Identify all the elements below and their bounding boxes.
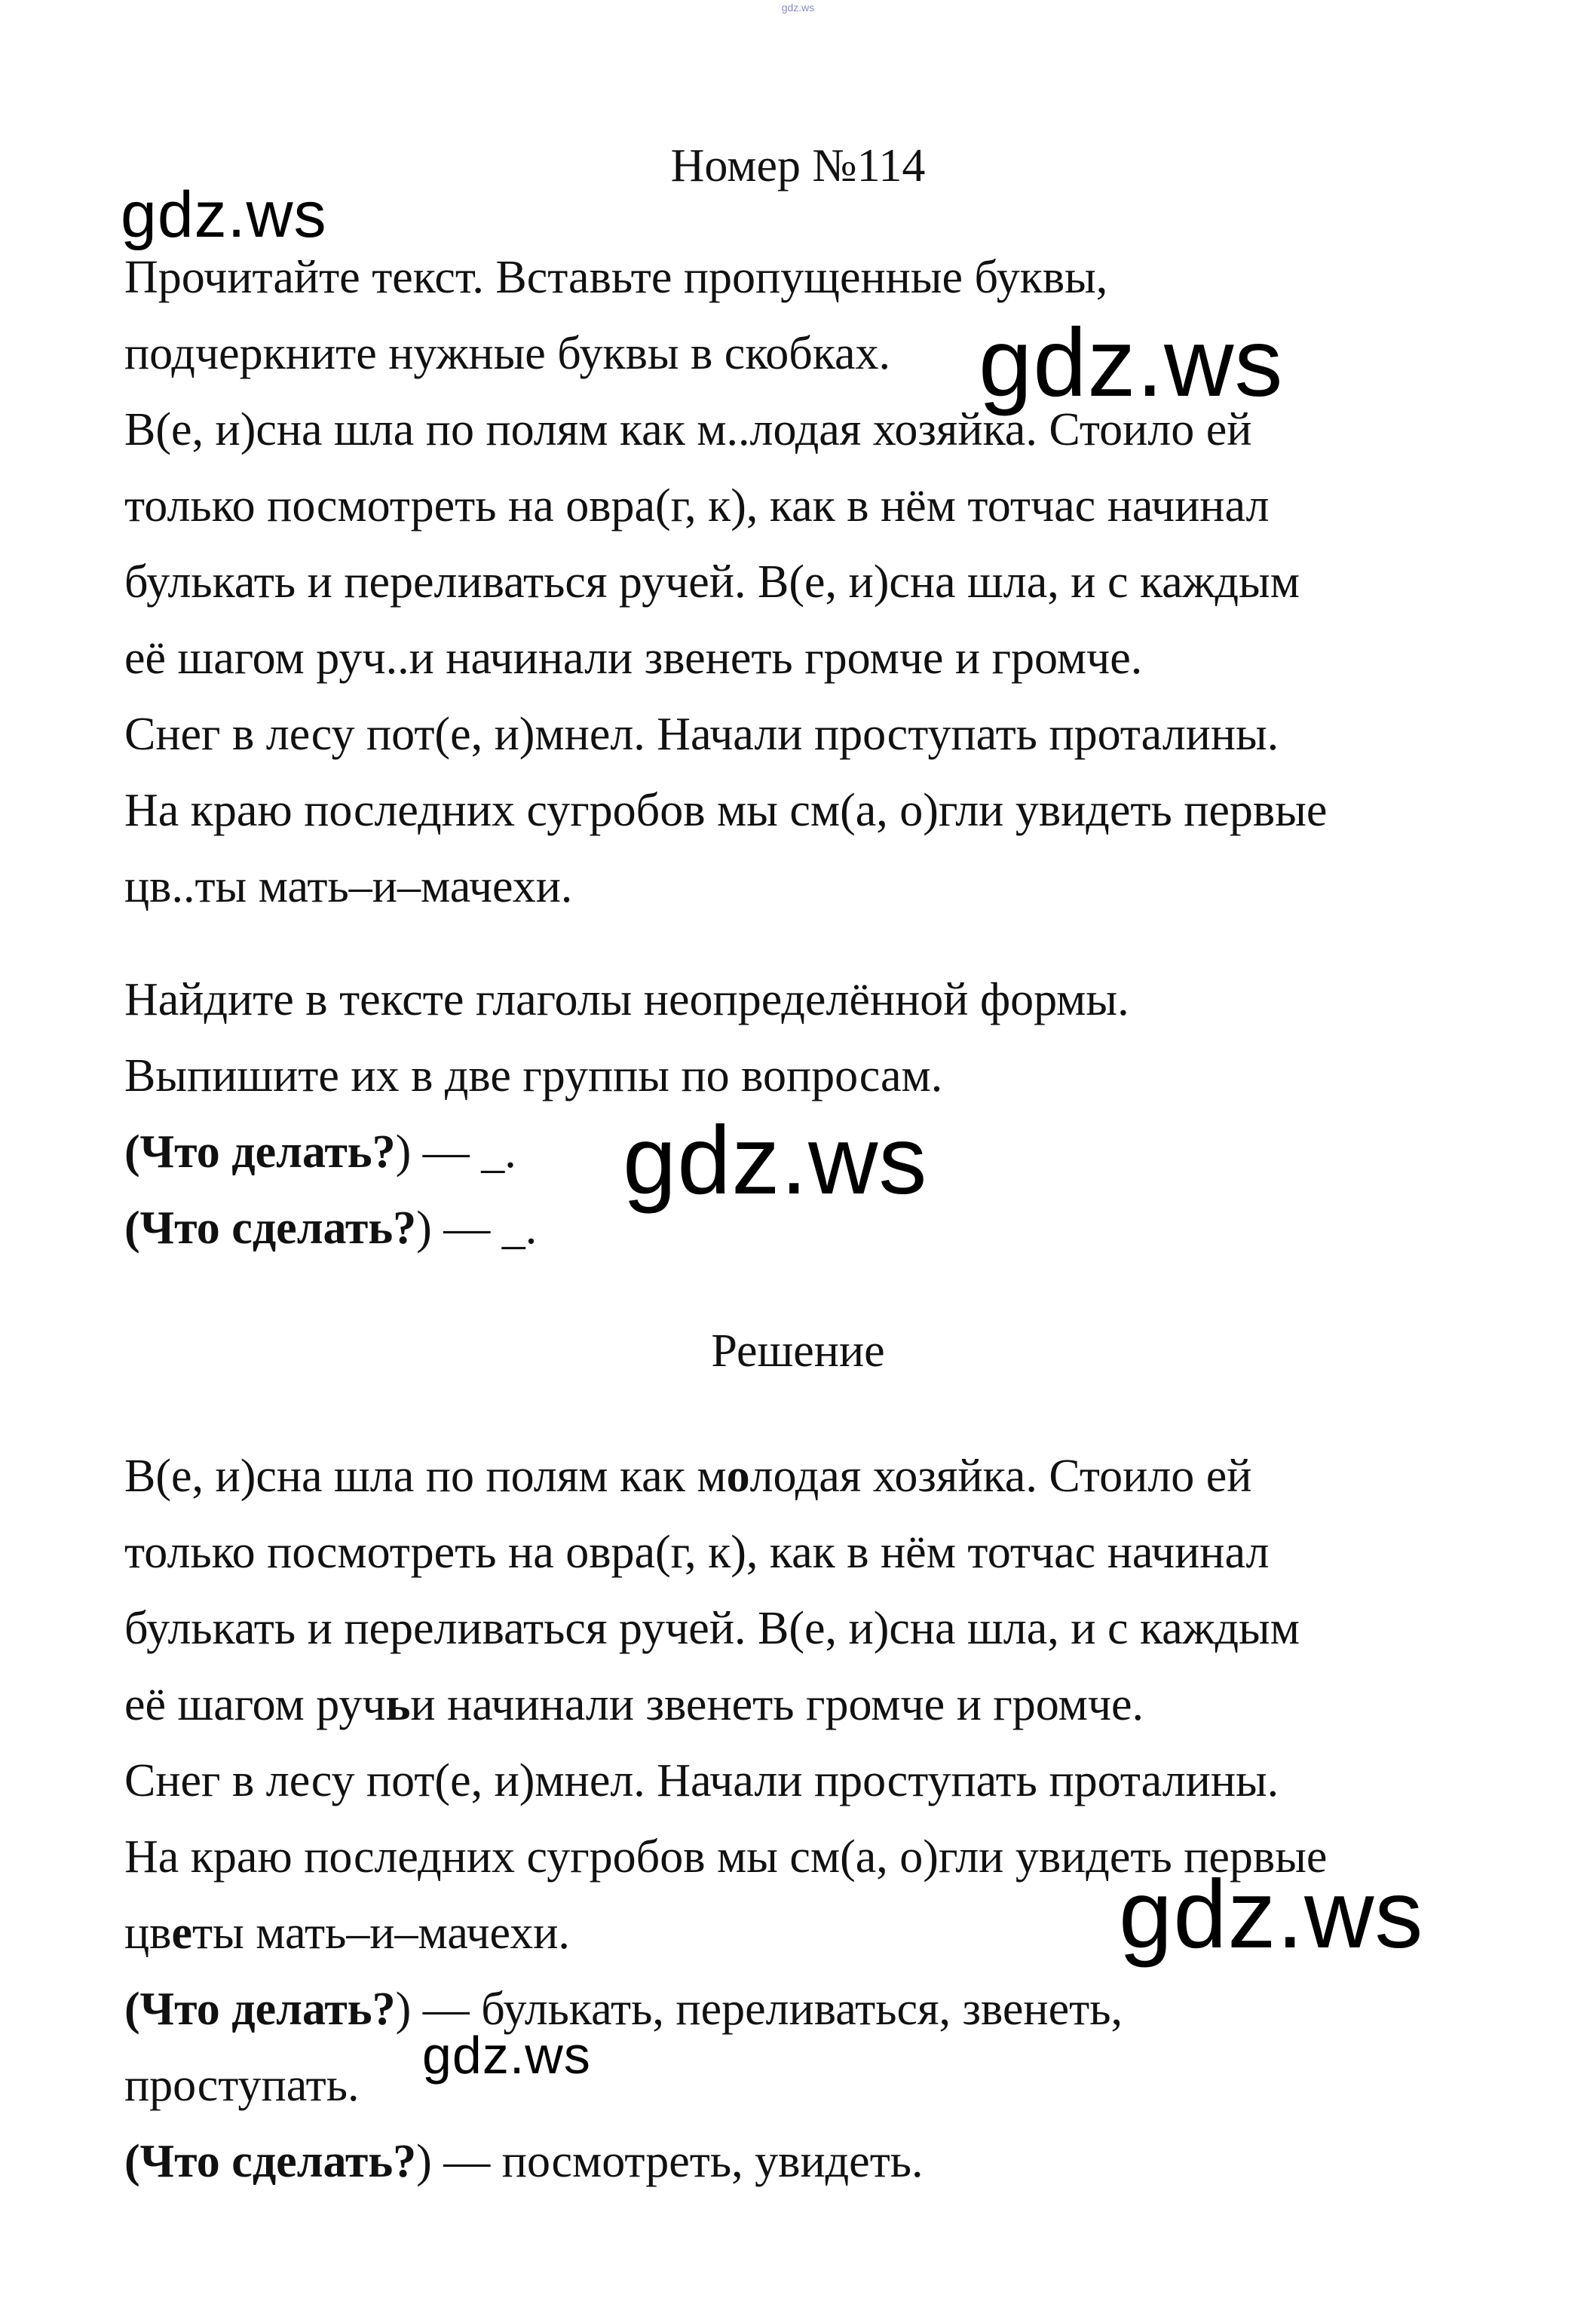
answer-what-to-have-done: (Что сделать?) — посмотреть, увидеть.: [124, 2136, 924, 2187]
solution-line: Снег в лесу пот(е, и)мнел. Начали проступать проталины.: [124, 1755, 1279, 1806]
solution-line: На краю последних сугробов мы см(а, о)гли увидеть первые: [124, 1831, 1328, 1883]
text-line: цв..ты мать–и–мачехи.: [124, 861, 573, 912]
text-line: В(е, и)сна шла по полям как м..лодая хозяйка. Стоило ей: [124, 404, 1252, 455]
page-title: Номер №114: [670, 140, 926, 191]
solution-line: булькать и переливаться ручей. В(е, и)сна шла, и с каждым: [124, 1603, 1300, 1654]
answer-what-to-do: (Что делать?) — булькать, переливаться, звенеть,: [124, 1984, 1123, 2035]
instruction-line: Прочитайте текст. Вставьте пропущенные буквы,: [124, 252, 1108, 303]
text-line: Снег в лесу пот(е, и)мнел. Начали проступать проталины.: [124, 709, 1279, 760]
watermark-logo: gdz.ws: [121, 179, 327, 251]
task-block: [124, 240, 1504, 925]
top-watermark: gdz.ws: [781, 2, 815, 14]
text-line: На краю последних сугробов мы см(а, о)гли увидеть первые: [124, 785, 1328, 836]
solution-block: [124, 1438, 1504, 2200]
question-what-to-do: (Что делать?) — _.: [124, 1126, 516, 1178]
watermark-logo: gdz.ws: [979, 309, 1284, 417]
watermark-logo: gdz.ws: [623, 1107, 928, 1215]
watermark-logo: gdz.ws: [422, 2026, 591, 2085]
text-line: её шагом руч..и начинали звенеть громче и громче.: [124, 633, 1143, 684]
answer-what-to-do-continued: проступать.: [124, 2060, 360, 2111]
instruction-line: подчеркните нужные буквы в скобках.: [124, 328, 891, 379]
question-line: Выпишите их в две группы по вопросам.: [124, 1050, 943, 1101]
question-what-to-have-done: (Что сделать?) — _.: [124, 1203, 538, 1254]
solution-line: В(е, и)сна шла по полям как молодая хозяйка. Стоило ей: [124, 1451, 1252, 1502]
question-line: Найдите в тексте глаголы неопределённой формы.: [124, 974, 1129, 1025]
solution-line: её шагом ручьи начинали звенеть громче и громче.: [124, 1679, 1144, 1730]
solution-line: только посмотреть на овра(г, к), как в нём тотчас начинал: [124, 1527, 1270, 1578]
solution-heading: Решение: [711, 1325, 885, 1377]
watermark-logo: gdz.ws: [1119, 1861, 1424, 1969]
text-line: булькать и переливаться ручей. В(е, и)сна шла, и с каждым: [124, 556, 1300, 608]
solution-line: цветы мать–и–мачехи.: [124, 1907, 570, 1959]
text-line: только посмотреть на овра(г, к), как в нём тотчас начинал: [124, 480, 1270, 532]
